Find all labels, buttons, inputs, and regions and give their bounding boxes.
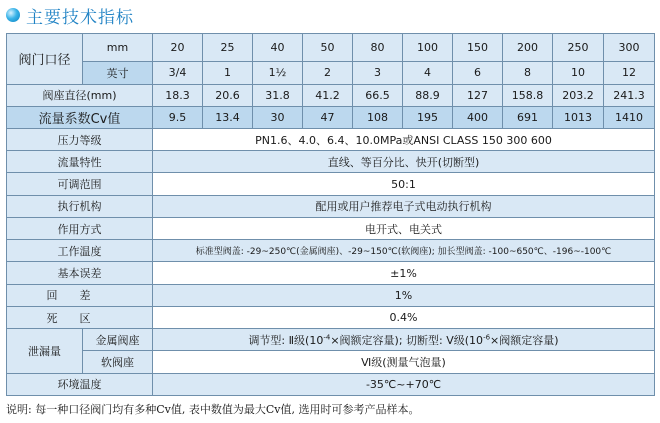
mm-cell: 100 <box>403 34 453 62</box>
cv-cell: 108 <box>353 106 403 128</box>
flow-value: 直线、等百分比、快开(切断型) <box>153 151 655 173</box>
cv-row <box>7 106 655 128</box>
mm-cell: 200 <box>503 34 553 62</box>
mm-cell: 250 <box>553 34 604 62</box>
soft-seat-row <box>7 351 655 373</box>
cv-cell: 691 <box>503 106 553 128</box>
error-row <box>7 262 655 284</box>
bullet-icon <box>6 8 20 22</box>
inch-cell: 3 <box>353 62 403 84</box>
cv-label: 流量系数Cv值 <box>7 106 153 128</box>
cv-cell: 9.5 <box>153 106 203 128</box>
metal-seat-row <box>7 329 655 351</box>
mm-row <box>7 34 655 62</box>
seat-cell: 20.6 <box>203 84 253 106</box>
cv-cell: 13.4 <box>203 106 253 128</box>
error-label: 基本误差 <box>7 262 153 284</box>
seat-cell: 88.9 <box>403 84 453 106</box>
inch-cell: 12 <box>604 62 655 84</box>
pressure-row <box>7 129 655 151</box>
leak-label: 泄漏量 <box>7 329 83 373</box>
env-value: -35℃~+70℃ <box>153 373 655 395</box>
footnote: 说明: 每一种口径阀门均有多种Cv值, 表中数值为最大Cv值, 选用时可参考产品样本。 <box>6 403 420 416</box>
cv-cell: 47 <box>303 106 353 128</box>
hysteresis-label: 回差 <box>7 284 153 306</box>
action-row <box>7 217 655 239</box>
inch-label: 英寸 <box>83 62 153 84</box>
actuator-row <box>7 195 655 217</box>
mm-cell: 50 <box>303 34 353 62</box>
soft-seat-label: 软阀座 <box>83 351 153 373</box>
seat-cell: 127 <box>453 84 503 106</box>
mm-cell: 150 <box>453 34 503 62</box>
cv-cell: 30 <box>253 106 303 128</box>
error-value: ±1% <box>153 262 655 284</box>
deadband-label: 死区 <box>7 306 153 328</box>
diameter-label: 阀门口径 <box>7 34 83 85</box>
inch-cell: 2 <box>303 62 353 84</box>
flow-label: 流量特性 <box>7 151 153 173</box>
section-heading <box>6 3 134 27</box>
inch-cell: 1 <box>203 62 253 84</box>
inch-cell: 6 <box>453 62 503 84</box>
env-label: 环境温度 <box>7 373 153 395</box>
seat-cell: 18.3 <box>153 84 203 106</box>
mm-label: mm <box>83 34 153 62</box>
actuator-label: 执行机构 <box>7 195 153 217</box>
metal-seat-label: 金属阀座 <box>83 329 153 351</box>
hysteresis-row <box>7 284 655 306</box>
mm-cell: 25 <box>203 34 253 62</box>
seat-cell: 41.2 <box>303 84 353 106</box>
seat-row <box>7 84 655 106</box>
pressure-value: PN1.6、4.0、6.4、10.0MPa或ANSI CLASS 150 300 600 <box>153 129 655 151</box>
section-title: 主要技术指标 <box>26 7 134 28</box>
mm-cell: 40 <box>253 34 303 62</box>
cv-cell: 400 <box>453 106 503 128</box>
seat-cell: 241.3 <box>604 84 655 106</box>
inch-cell: 3/4 <box>153 62 203 84</box>
action-label: 作用方式 <box>7 217 153 239</box>
inch-cell: 4 <box>403 62 453 84</box>
mm-cell: 80 <box>353 34 403 62</box>
mm-cell: 20 <box>153 34 203 62</box>
action-value: 电开式、电关式 <box>153 217 655 239</box>
inch-row <box>7 62 655 84</box>
cv-cell: 195 <box>403 106 453 128</box>
pressure-label: 压力等级 <box>7 129 153 151</box>
mm-cell: 300 <box>604 34 655 62</box>
seat-cell: 158.8 <box>503 84 553 106</box>
flow-row <box>7 151 655 173</box>
seat-cell: 31.8 <box>253 84 303 106</box>
inch-cell: 1½ <box>253 62 303 84</box>
deadband-row <box>7 306 655 328</box>
actuator-value: 配用或用户推荐电子式电动执行机构 <box>153 195 655 217</box>
range-label: 可调范围 <box>7 173 153 195</box>
env-row <box>7 373 655 395</box>
temp-value: 标准型阀盖: -29~250℃(金属阀座)、-29~150℃(软阀座); 加长型阀盖: -100~650℃、-196~-100℃ <box>153 240 655 262</box>
soft-seat-value: Ⅵ级(测量气泡量) <box>153 351 655 373</box>
seat-label: 阀座直径(mm) <box>7 84 153 106</box>
cv-cell: 1013 <box>553 106 604 128</box>
seat-cell: 203.2 <box>553 84 604 106</box>
inch-cell: 10 <box>553 62 604 84</box>
range-row <box>7 173 655 195</box>
range-value: 50:1 <box>153 173 655 195</box>
inch-cell: 8 <box>503 62 553 84</box>
deadband-value: 0.4% <box>153 306 655 328</box>
temp-row <box>7 240 655 262</box>
metal-seat-value: 调节型: Ⅱ级($10^{-4}\times$阀额定容量); 切断型: Ⅴ级($10^{-6}\times$阀额定容量) <box>153 329 655 351</box>
spec-table <box>6 33 655 396</box>
temp-label: 工作温度 <box>7 240 153 262</box>
seat-cell: 66.5 <box>353 84 403 106</box>
hysteresis-value: 1% <box>153 284 655 306</box>
cv-cell: 1410 <box>604 106 655 128</box>
